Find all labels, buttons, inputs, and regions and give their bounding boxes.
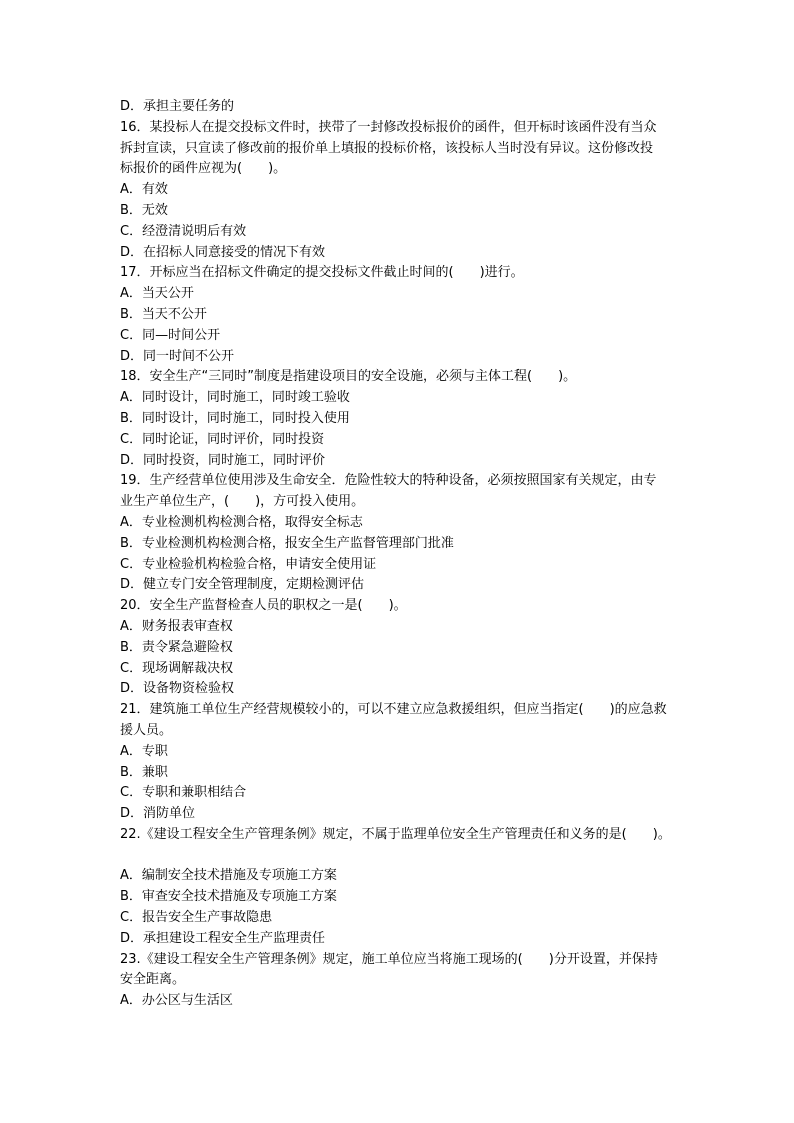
text-line: 拆封宣读，只宣读了修改前的报价单上填报的投标价格，该投标人当时没有异议。这份修改投	[120, 140, 654, 156]
text-line: 19．生产经营单位使用涉及生命安全．危险性较大的特种设备，必须按照国家有关规定，由专	[120, 473, 657, 489]
text-line: D．设备物资检验权	[120, 681, 235, 697]
text-line: B．专业检测机构检测合格，报安全生产监督管理部门批准	[120, 535, 454, 551]
text-line: D．承担主要任务的	[120, 99, 235, 114]
text-line: 安全距离。	[120, 972, 186, 988]
text-line: D．承担建设工程安全生产监理责任	[120, 930, 326, 946]
text-line: C．经澄清说明后有效	[120, 223, 247, 239]
text-line: D．健立专门安全管理制度，定期检测评估	[120, 577, 365, 593]
text-line: D．在招标人同意接受的情况下有效	[120, 244, 326, 260]
text-line: D．同时投资，同时施工，同时评价	[120, 452, 326, 468]
text-line: A．有效	[120, 182, 168, 198]
text-line: 21．建筑施工单位生产经营规模较小的，可以不建立应急救援组织，但应当指定( )的应急救	[120, 702, 667, 718]
text-line: C．专业检验机构检验合格，申请安全使用证	[120, 556, 377, 572]
text-line: B．当天不公开	[120, 306, 207, 322]
text-line: C．同时论证，同时评价，同时投资	[120, 431, 325, 447]
text-line: 17．开标应当在招标文件确定的提交投标文件截止时间的( )进行。	[120, 265, 524, 281]
text-line: C．现场调解裁决权	[120, 660, 234, 676]
text-line: D．消防单位	[120, 806, 196, 822]
text-line: A．同时设计，同时施工，同时竣工验收	[120, 390, 350, 406]
text-line: 18．安全生产“三同时”制度是指建设项目的安全设施，必须与主体工程( )。	[120, 369, 577, 385]
text-line: C．同—时间公开	[120, 327, 221, 343]
text-line: 23.《建设工程安全生产管理条例》规定，施工单位应当将施工现场的( )分开设置，并保持	[120, 951, 658, 967]
text-line: 援人员。	[120, 722, 173, 738]
text-line: A．编制安全技术措施及专项施工方案	[120, 868, 337, 884]
text-line: D．同一时间不公开	[120, 348, 235, 364]
text-line: 22.《建设工程安全生产管理条例》规定，不属于监理单位安全生产管理责任和义务的是( )。	[120, 826, 671, 842]
text-line: 16．某投标人在提交投标文件时，挟带了一封修改投标报价的函件，但开标时该函件没有当众	[120, 119, 657, 135]
text-line: A．办公区与生活区	[120, 993, 233, 1009]
text-line: B．责令紧急避险权	[120, 639, 233, 655]
text-line: C．报告安全生产事故隐患	[120, 910, 273, 926]
text-line: B．兼职	[120, 764, 168, 780]
text-line: A．财务报表审查权	[120, 618, 233, 634]
blank-line	[120, 846, 712, 867]
text-line: C．专职和兼职相结合	[120, 785, 247, 801]
text-line: 20．安全生产监督检查人员的职权之一是( )。	[120, 598, 407, 614]
text-line: 业生产单位生产，( )，方可投入使用。	[120, 494, 365, 510]
text-line: A．专职	[120, 743, 168, 759]
text-line: B．无效	[120, 202, 168, 218]
document-body	[120, 97, 712, 1012]
text-line: B．同时设计，同时施工，同时投入使用	[120, 410, 350, 426]
text-line: B．审查安全技术措施及专项施工方案	[120, 889, 337, 905]
text-line: A．专业检测机构检测合格，取得安全标志	[120, 514, 363, 530]
text-line: A．当天公开	[120, 286, 194, 302]
text-line: 标报价的函件应视为( )。	[120, 161, 287, 177]
